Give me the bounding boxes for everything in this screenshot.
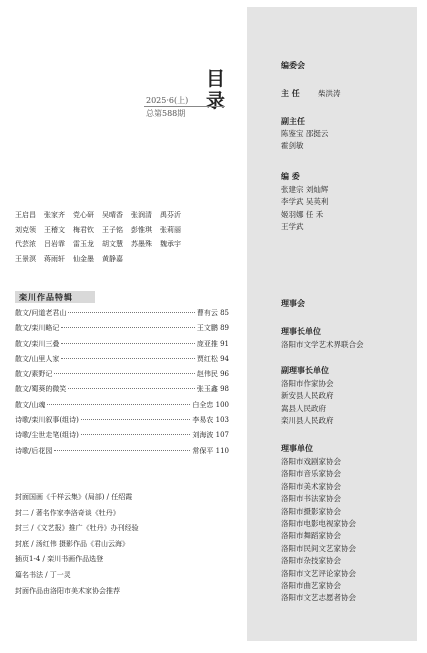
toc-category: 散文 bbox=[15, 324, 29, 333]
toc-list bbox=[15, 308, 229, 461]
toc-category: 散文 bbox=[15, 354, 29, 363]
units-label: 理事单位 bbox=[281, 443, 313, 453]
toc-page: 85 bbox=[220, 309, 229, 317]
vice-label: 副理事长单位 bbox=[281, 365, 329, 375]
toc-page: 91 bbox=[220, 339, 229, 348]
toc-leader bbox=[47, 404, 190, 405]
toc-leader bbox=[81, 419, 191, 420]
units-list bbox=[281, 456, 356, 605]
toc-leader bbox=[61, 343, 194, 344]
vice-unit: 栾川县人民政府 bbox=[281, 416, 334, 426]
member-line: 姬羽娜 任 禾 bbox=[281, 209, 324, 219]
note-line: 封二 / 著名作家李洛奇谈《牡丹》 bbox=[15, 508, 120, 517]
toc-page: 110 bbox=[215, 446, 229, 455]
author-name: 张家齐 bbox=[44, 211, 65, 219]
member-unit: 洛阳市美术家协会 bbox=[281, 481, 341, 491]
author-name: 张润清 bbox=[131, 211, 152, 219]
toc-page: 103 bbox=[215, 416, 229, 425]
toc-page: 89 bbox=[220, 324, 229, 333]
toc-page: 96 bbox=[220, 370, 229, 379]
member-unit: 洛阳市曲艺家协会 bbox=[281, 581, 341, 591]
author-name: 王启昌 bbox=[15, 211, 36, 219]
toc-title: 栾川略记 bbox=[31, 324, 60, 333]
note-line: 插页1-4 / 栾川书画作品选登 bbox=[15, 555, 104, 564]
toc-page: 107 bbox=[215, 431, 229, 440]
toc-leader bbox=[68, 388, 194, 389]
author-name: 梅君钦 bbox=[73, 225, 94, 234]
author-name: 苏墨殊 bbox=[131, 240, 152, 248]
author-name: 黄静嘉 bbox=[102, 254, 123, 263]
toc-title: 山魂 bbox=[31, 400, 46, 409]
author-name: 王景溟 bbox=[15, 254, 36, 263]
toc-title: 蜀葵的微笑 bbox=[31, 385, 67, 394]
author-row bbox=[15, 223, 240, 238]
toc-category: 诗歌 bbox=[15, 416, 29, 425]
member-line: 张建宗 刘灿辉 bbox=[281, 185, 329, 194]
vice-unit: 洛阳市作家协会 bbox=[281, 379, 334, 388]
member-line: 李学武 吴英利 bbox=[281, 197, 329, 207]
toc-title: 山里人家 bbox=[31, 354, 60, 363]
note-line: 封三 /《文艺报》推广《牡丹》办刊经验 bbox=[15, 524, 139, 533]
vice-list bbox=[281, 378, 334, 428]
author-name: 刘克领 bbox=[15, 225, 36, 234]
toc-title: 栾川叙事(组诗) bbox=[31, 416, 79, 425]
title-divider bbox=[144, 106, 224, 107]
author-name: 胡文慧 bbox=[102, 240, 123, 248]
member-unit: 洛阳市民间文艺家协会 bbox=[281, 543, 356, 553]
author-name: 王子铭 bbox=[102, 225, 123, 234]
chair-label: 理事长单位 bbox=[281, 326, 321, 336]
author-name: 彭惟琪 bbox=[131, 225, 152, 234]
toc-title: 问道老君山 bbox=[31, 309, 67, 317]
section-label: 栾川作品特辑 bbox=[15, 291, 95, 303]
director-label: 主 任 bbox=[281, 88, 300, 98]
council-heading: 理事会 bbox=[281, 298, 305, 308]
note-line: 封底 / 汤红伟 摄影作品《君山云海》 bbox=[15, 539, 130, 548]
toc-item[interactable]: 散文 / 栾川三叠 庞亚推 91 bbox=[15, 339, 229, 348]
toc-author: 白全忠 bbox=[192, 400, 214, 409]
toc-item[interactable]: 诗歌 / 栾川叙事(组诗) 李易农 103 bbox=[15, 416, 229, 425]
toc-author: 李易农 bbox=[192, 416, 214, 425]
author-name: 禹芬沂 bbox=[160, 211, 181, 219]
author-name: 蒋雨轩 bbox=[44, 254, 65, 263]
toc-category: 诗歌 bbox=[15, 431, 29, 440]
toc-category: 散文 bbox=[15, 339, 29, 348]
vice-unit: 嵩县人民政府 bbox=[281, 403, 326, 413]
vice-unit: 新安县人民政府 bbox=[281, 391, 334, 401]
toc-title: 素野记 bbox=[31, 370, 53, 379]
toc-page: 98 bbox=[220, 385, 229, 394]
toc-author: 常保平 bbox=[192, 446, 214, 455]
member-unit: 洛阳市杂技家协会 bbox=[281, 556, 341, 566]
toc-item[interactable]: 诗歌 / 尘世走笔(组诗) 刘海波 107 bbox=[15, 431, 229, 440]
toc-category: 散文 bbox=[15, 309, 29, 317]
toc-category: 散文 bbox=[15, 385, 29, 394]
toc-leader bbox=[81, 434, 191, 435]
author-list bbox=[15, 208, 240, 266]
toc-leader bbox=[61, 327, 194, 328]
toc-author: 庞亚推 bbox=[196, 339, 218, 348]
toc-item[interactable]: 散文 / 素野记 赵伟民 96 bbox=[15, 370, 229, 379]
deputy-line: 陈鉴宝 邵挺云 bbox=[281, 129, 329, 138]
author-name: 吕岩霏 bbox=[44, 240, 65, 248]
toc-author: 刘海波 bbox=[192, 431, 214, 440]
page-title: 目录 bbox=[206, 68, 226, 112]
issue-number: 总第588期 bbox=[146, 109, 186, 118]
toc-item[interactable]: 散文 / 栾川略记 王文鹏 89 bbox=[15, 324, 229, 333]
toc-title: 尘世走笔(组诗) bbox=[31, 431, 79, 440]
toc-page: 100 bbox=[215, 400, 229, 409]
toc-author: 张玉鑫 bbox=[196, 385, 218, 394]
deputy-label: 副主任 bbox=[281, 116, 305, 126]
author-name: 张莉丽 bbox=[160, 225, 181, 234]
toc-page: 94 bbox=[220, 354, 229, 363]
member-unit: 洛阳市音乐家协会 bbox=[281, 469, 341, 479]
author-row bbox=[15, 237, 240, 252]
toc-title: 后花园 bbox=[31, 446, 53, 455]
members-list bbox=[281, 184, 328, 234]
author-name: 代芸浓 bbox=[15, 240, 36, 248]
author-name: 魏承宇 bbox=[160, 240, 181, 248]
deputy-line: 霍剑敏 bbox=[281, 141, 304, 151]
toc-author: 曹有云 bbox=[196, 309, 218, 317]
toc-author: 王文鹏 bbox=[196, 324, 218, 333]
member-line: 王学武 bbox=[281, 222, 304, 232]
toc-item[interactable]: 散文 / 山魂 白全忠 100 bbox=[15, 400, 229, 409]
credits-notes bbox=[15, 490, 240, 599]
toc-title: 栾川三叠 bbox=[31, 339, 60, 348]
author-name: 雷玉龙 bbox=[73, 240, 94, 248]
toc-leader bbox=[54, 450, 190, 451]
author-row bbox=[15, 252, 240, 267]
toc-category: 散文 bbox=[15, 370, 29, 379]
toc-category: 散文 bbox=[15, 400, 29, 409]
editorial-heading: 编委会 bbox=[281, 60, 305, 70]
issue-date: 2025·6(上) bbox=[146, 96, 189, 105]
member-unit: 洛阳市电影电视家协会 bbox=[281, 519, 356, 529]
member-unit: 洛阳市舞蹈家协会 bbox=[281, 531, 341, 541]
member-unit: 洛阳市摄影家协会 bbox=[281, 506, 341, 516]
toc-leader bbox=[54, 373, 194, 374]
note-line: 封面国画《千样云集》(局部) / 任绍霞 bbox=[15, 493, 133, 501]
chair-unit: 洛阳市文学艺术界联合会 bbox=[281, 340, 364, 349]
toc-category: 诗歌 bbox=[15, 446, 29, 455]
author-name: 仙金墨 bbox=[73, 254, 94, 263]
toc-leader bbox=[68, 312, 194, 313]
note-line: 篇名书法 / 丁一灵 bbox=[15, 570, 71, 579]
toc-item[interactable]: 散文 / 蜀葵的微笑 张玉鑫 98 bbox=[15, 385, 229, 394]
note-line: 封面作品由洛阳市美术家协会推荐 bbox=[15, 586, 120, 595]
members-label: 编 委 bbox=[281, 171, 300, 181]
toc-author: 赵伟民 bbox=[196, 370, 218, 379]
toc-item[interactable]: 散文 / 问道老君山 曹有云 85 bbox=[15, 309, 229, 317]
member-unit: 洛阳市文艺志愿者协会 bbox=[281, 593, 356, 603]
member-unit: 洛阳市文艺评论家协会 bbox=[281, 568, 356, 578]
toc-leader bbox=[61, 358, 194, 359]
toc-item[interactable]: 诗歌 / 后花园 常保平 110 bbox=[15, 446, 229, 455]
member-unit: 洛阳市戏剧家协会 bbox=[281, 457, 341, 466]
toc-author: 贾红松 bbox=[196, 354, 218, 363]
member-unit: 洛阳市书法家协会 bbox=[281, 494, 341, 504]
author-name: 吴晴香 bbox=[102, 211, 123, 219]
author-name: 王稽文 bbox=[44, 225, 65, 234]
director-name: 柴洪涛 bbox=[318, 89, 341, 98]
deputy-list bbox=[281, 128, 328, 153]
author-name: 党心研 bbox=[73, 211, 94, 219]
toc-item[interactable]: 散文 / 山里人家 贾红松 94 bbox=[15, 354, 229, 363]
author-row bbox=[15, 208, 240, 223]
